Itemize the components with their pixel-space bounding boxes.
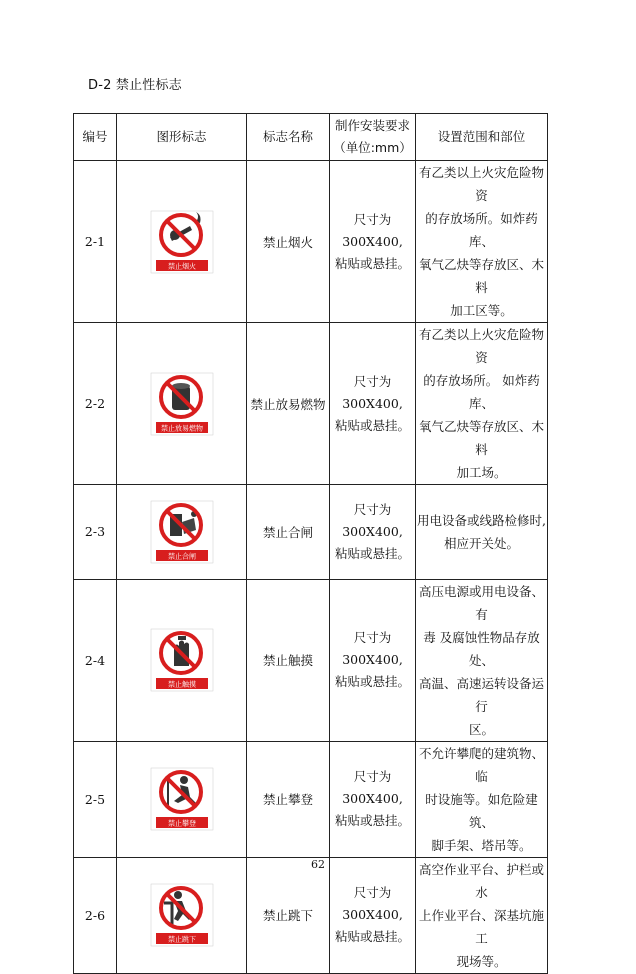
requirement-line2: 粘贴或悬挂。 bbox=[334, 417, 410, 433]
sign-name: 禁止攀登 bbox=[247, 741, 330, 857]
sign-caption: 禁止放易燃物 bbox=[160, 424, 203, 432]
no-climbing-icon bbox=[149, 767, 215, 831]
sign-caption: 禁止跳下 bbox=[167, 935, 196, 944]
table-row bbox=[74, 857, 548, 973]
header-scope: 设置范围和部位 bbox=[416, 114, 548, 161]
sign-requirement bbox=[330, 485, 416, 580]
sign-name: 禁止跳下 bbox=[247, 857, 330, 973]
sign-number: 2-4 bbox=[74, 579, 117, 741]
sign-scope bbox=[416, 857, 548, 973]
sign-number: 2-6 bbox=[74, 857, 117, 973]
header-requirement bbox=[330, 114, 416, 161]
scope-line: 加工场。 bbox=[456, 465, 507, 480]
scope-line: 用电设备或线路检修时, bbox=[417, 512, 546, 528]
sign-number: 2-2 bbox=[74, 323, 117, 485]
table-row bbox=[74, 161, 548, 323]
no-fire-icon bbox=[149, 210, 215, 274]
requirement-line1: 尺寸为300X400, bbox=[342, 501, 403, 539]
sign-scope bbox=[416, 579, 548, 741]
sign-scope bbox=[416, 485, 548, 580]
requirement-line2: 粘贴或悬挂。 bbox=[334, 929, 410, 944]
sign-graphic-cell bbox=[117, 161, 247, 323]
table-row bbox=[74, 485, 548, 580]
section-title: D-2 禁止性标志 bbox=[88, 78, 182, 93]
header-number: 编号 bbox=[74, 114, 117, 161]
no-switch-on-icon bbox=[149, 500, 215, 564]
scope-line: 现场等。 bbox=[456, 953, 507, 969]
requirement-line1: 尺寸为300X400, bbox=[342, 373, 403, 411]
scope-line: 毒 及腐蚀性物品存放处、 bbox=[423, 629, 540, 668]
scope-line: 的存放场所。如炸药库、 bbox=[425, 211, 538, 249]
requirement-line1: 尺寸为300X400, bbox=[342, 630, 403, 667]
scope-line: 加工区等。 bbox=[450, 303, 513, 318]
scope-line: 氧气乙炔等存放区、木料 bbox=[418, 419, 544, 457]
scope-line: 有乙类以上火灾危险物资 bbox=[418, 165, 544, 203]
sign-number: 2-1 bbox=[74, 161, 117, 323]
requirement-line2: 粘贴或悬挂。 bbox=[334, 545, 410, 561]
sign-name: 禁止烟火 bbox=[247, 161, 330, 323]
sign-name: 禁止放易燃物 bbox=[247, 323, 330, 485]
requirement-line2: 粘贴或悬挂。 bbox=[334, 813, 410, 828]
header-requirement-line2: （单位:mm） bbox=[333, 140, 412, 155]
scope-line: 脚手架、塔吊等。 bbox=[431, 837, 532, 853]
table-row bbox=[74, 323, 548, 485]
sign-scope bbox=[416, 741, 548, 857]
scope-line: 上作业平台、深基坑施工 bbox=[418, 907, 544, 946]
sign-scope bbox=[416, 161, 548, 323]
scope-line: 的存放场所。 如炸药库、 bbox=[423, 373, 540, 411]
requirement-line2: 粘贴或悬挂。 bbox=[334, 255, 410, 271]
scope-line: 相应开关处。 bbox=[443, 535, 519, 551]
sign-requirement bbox=[330, 741, 416, 857]
header-requirement-line1: 制作安装要求 bbox=[334, 118, 410, 133]
table-row bbox=[74, 579, 548, 741]
scope-line: 区。 bbox=[468, 721, 494, 737]
scope-line: 氧气乙炔等存放区、木料 bbox=[418, 257, 544, 295]
sign-caption: 禁止烟火 bbox=[167, 262, 196, 270]
table-header-row bbox=[74, 114, 548, 161]
sign-scope bbox=[416, 323, 548, 485]
scope-line: 高压电源或用电设备、有 bbox=[418, 583, 544, 622]
scope-line: 时设施等。如危险建筑、 bbox=[425, 791, 538, 830]
sign-requirement bbox=[330, 161, 416, 323]
sign-requirement bbox=[330, 579, 416, 741]
sign-graphic-cell bbox=[117, 857, 247, 973]
no-jumping-icon bbox=[149, 883, 215, 947]
no-touch-icon bbox=[149, 628, 215, 692]
sign-number: 2-3 bbox=[74, 485, 117, 580]
header-name: 标志名称 bbox=[247, 114, 330, 161]
sign-name: 禁止合闸 bbox=[247, 485, 330, 580]
sign-caption: 禁止攀登 bbox=[167, 819, 196, 828]
sign-graphic-cell bbox=[117, 741, 247, 857]
sign-graphic-cell bbox=[117, 579, 247, 741]
sign-number: 2-5 bbox=[74, 741, 117, 857]
scope-line: 不允许攀爬的建筑物、临 bbox=[418, 745, 544, 784]
sign-caption: 禁止合闸 bbox=[167, 552, 196, 561]
sign-requirement bbox=[330, 323, 416, 485]
sign-name: 禁止触摸 bbox=[247, 579, 330, 741]
scope-line: 高温、高速运转设备运行 bbox=[418, 675, 544, 714]
requirement-line1: 尺寸为300X400, bbox=[342, 211, 403, 249]
no-flammables-icon bbox=[149, 372, 215, 436]
sign-caption: 禁止触摸 bbox=[167, 680, 196, 689]
requirement-line1: 尺寸为300X400, bbox=[342, 885, 403, 922]
sign-graphic-cell bbox=[117, 323, 247, 485]
requirement-line1: 尺寸为300X400, bbox=[342, 769, 403, 806]
sign-requirement bbox=[330, 857, 416, 973]
scope-line: 高空作业平台、护栏或水 bbox=[418, 861, 544, 900]
sign-graphic-cell bbox=[117, 485, 247, 580]
page-number: 62 bbox=[311, 858, 325, 871]
requirement-line2: 粘贴或悬挂。 bbox=[334, 674, 410, 689]
header-graphic: 图形标志 bbox=[117, 114, 247, 161]
scope-line: 有乙类以上火灾危险物资 bbox=[418, 327, 544, 365]
prohibition-signs-table bbox=[73, 113, 548, 974]
table-row bbox=[74, 741, 548, 857]
